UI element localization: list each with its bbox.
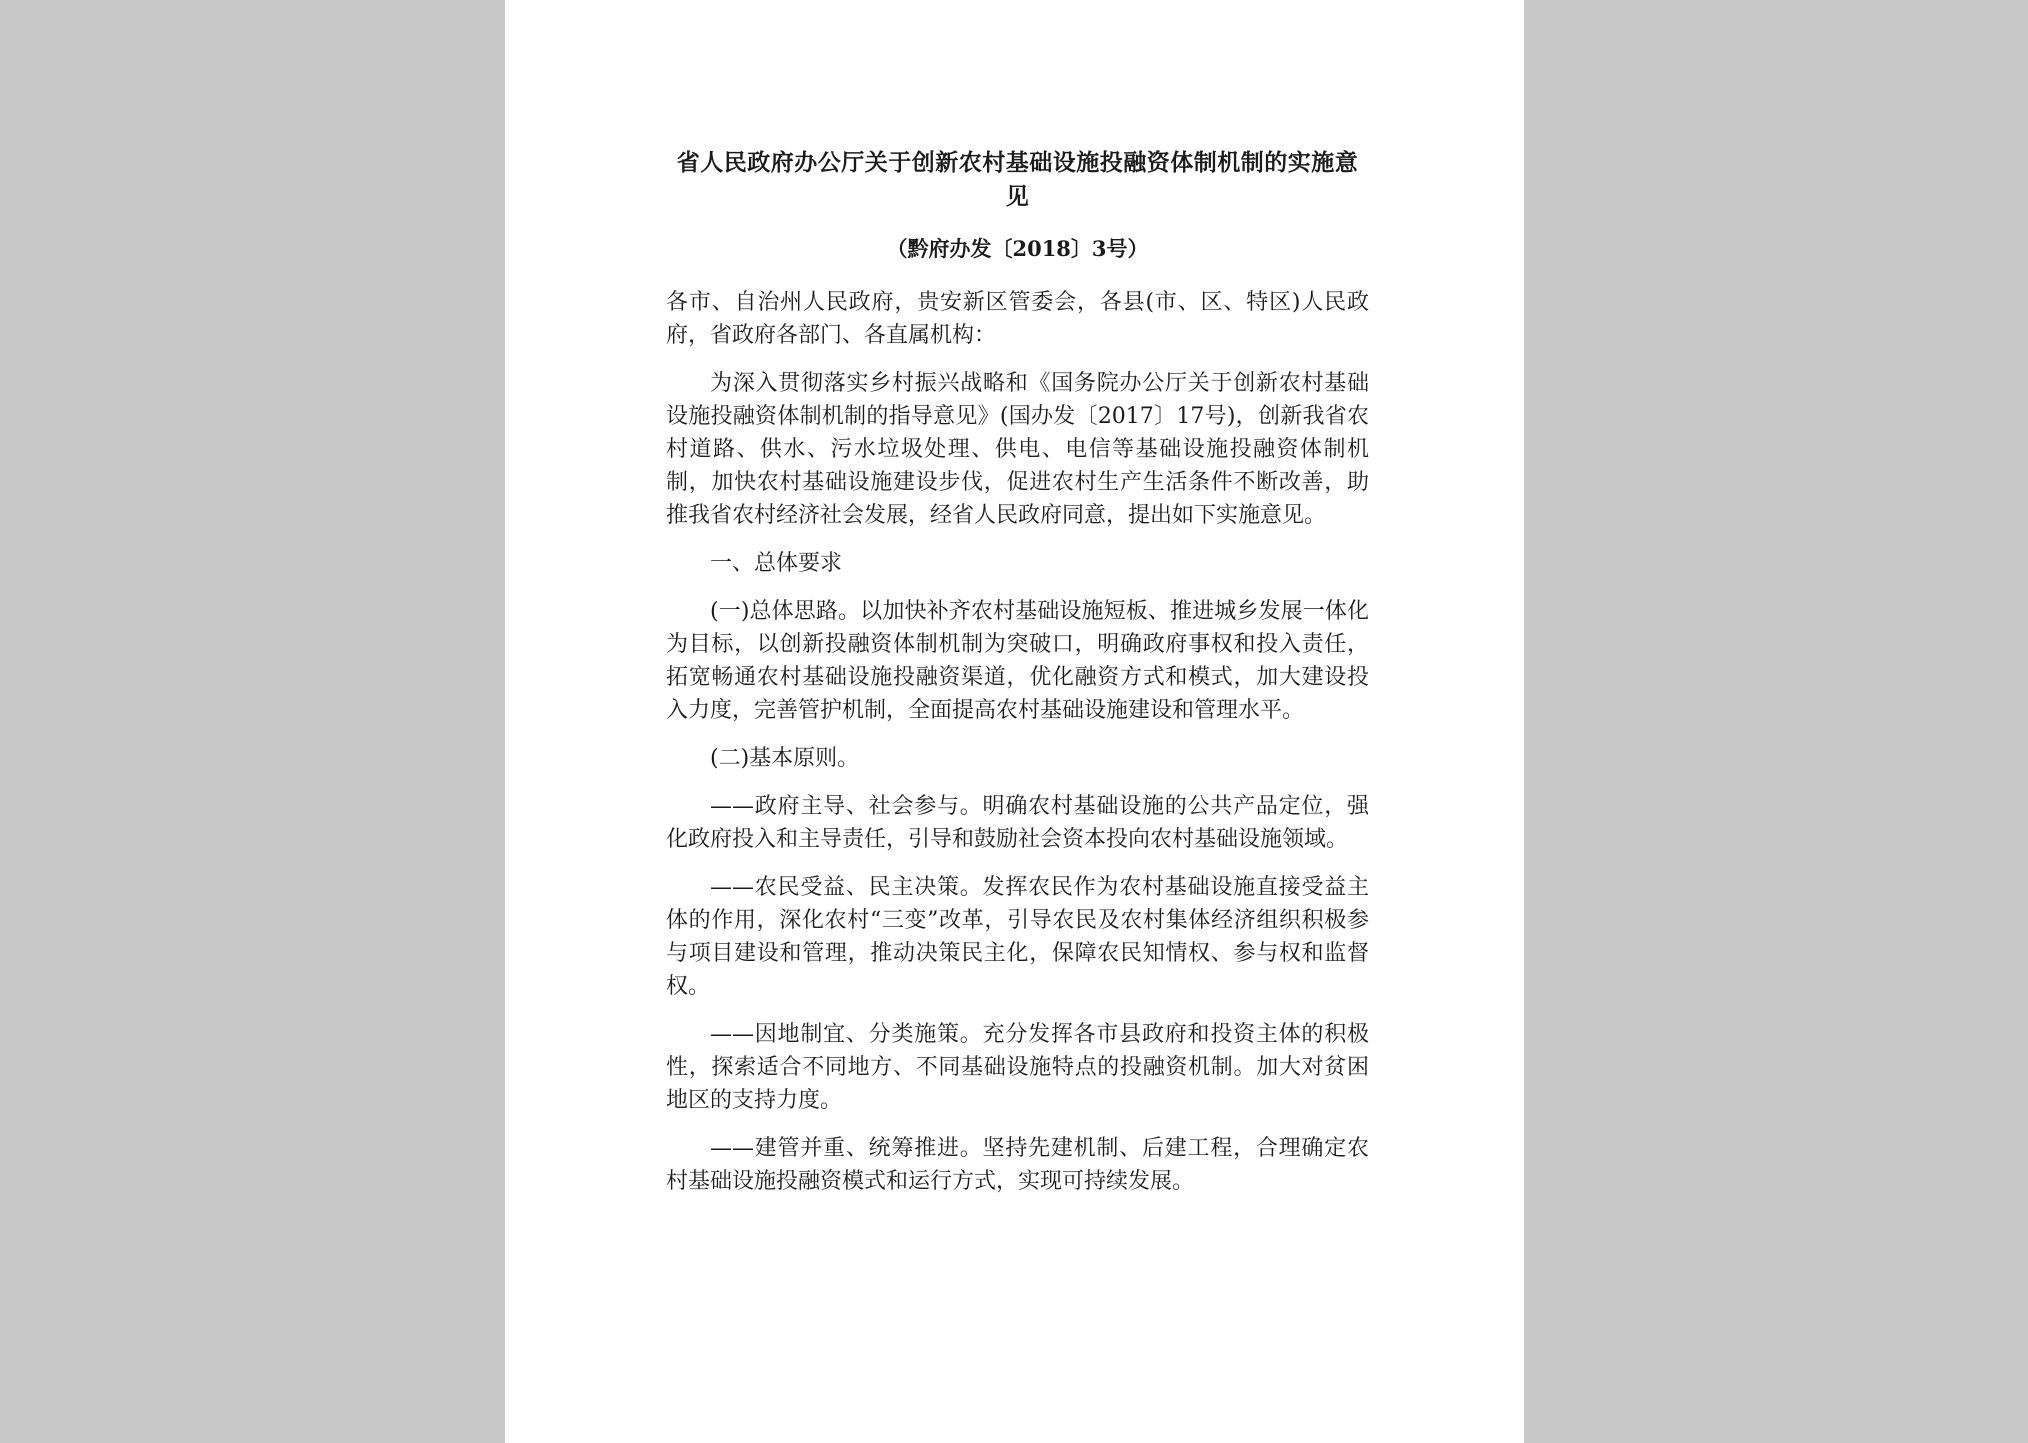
principle-paragraph: ——政府主导、社会参与。明确农村基础设施的公共产品定位，强化政府投入和主导责任，引导和鼓励社会资本投向农村基础设施领域。 xyxy=(666,794,1369,852)
principle-paragraph: ——因地制宜、分类施策。充分发挥各市县政府和投资主体的积极性，探索适合不同地方、不同基础设施特点的投融资机制。加大对贫困地区的支持力度。 xyxy=(666,1022,1369,1113)
document-content xyxy=(666,146,1369,1198)
principle-paragraph: ——建管并重、统筹推进。坚持先建机制、后建工程，合理确定农村基础设施投融资模式和运行方式，实现可持续发展。 xyxy=(666,1136,1369,1194)
subsection-heading: (二)基本原则。 xyxy=(710,746,860,771)
body-paragraph: (一)总体思路。以加快补齐农村基础设施短板、推进城乡发展一体化为目标，以创新投融资体制机制为突破口，明确政府事权和投入责任，拓宽畅通农村基础设施投融资渠道，优化融资方式和模式，加大建设投入力度，完善管护机制，全面提高农村基础设施建设和管理水平。 xyxy=(666,599,1369,723)
section-heading: 一、总体要求 xyxy=(710,551,843,576)
document-number: （黔府办发〔2018〕3号） xyxy=(886,236,1149,261)
addressee-paragraph: 各市、自治州人民政府，贵安新区管委会，各县(市、区、特区)人民政府，省政府各部门、各直属机构： xyxy=(666,290,1369,348)
document-title: 省人民政府办公厅关于创新农村基础设施投融资体制机制的实施意见 xyxy=(676,149,1359,210)
document-page xyxy=(505,0,1524,1443)
principle-paragraph: ——农民受益、民主决策。发挥农民作为农村基础设施直接受益主体的作用，深化农村“三变”改革，引导农民及农村集体经济组织积极参与项目建设和管理，推动决策民主化，保障农民知情权、参与权和监督权。 xyxy=(666,875,1369,999)
intro-paragraph: 为深入贯彻落实乡村振兴战略和《国务院办公厅关于创新农村基础设施投融资体制机制的指导意见》(国办发〔2017〕17号)，创新我省农村道路、供水、污水垃圾处理、供电、电信等基础设施投融资体制机制，加快农村基础设施建设步伐，促进农村生产生活条件不断改善，助推我省农村经济社会发展，经省人民政府同意，提出如下实施意见。 xyxy=(666,371,1369,528)
